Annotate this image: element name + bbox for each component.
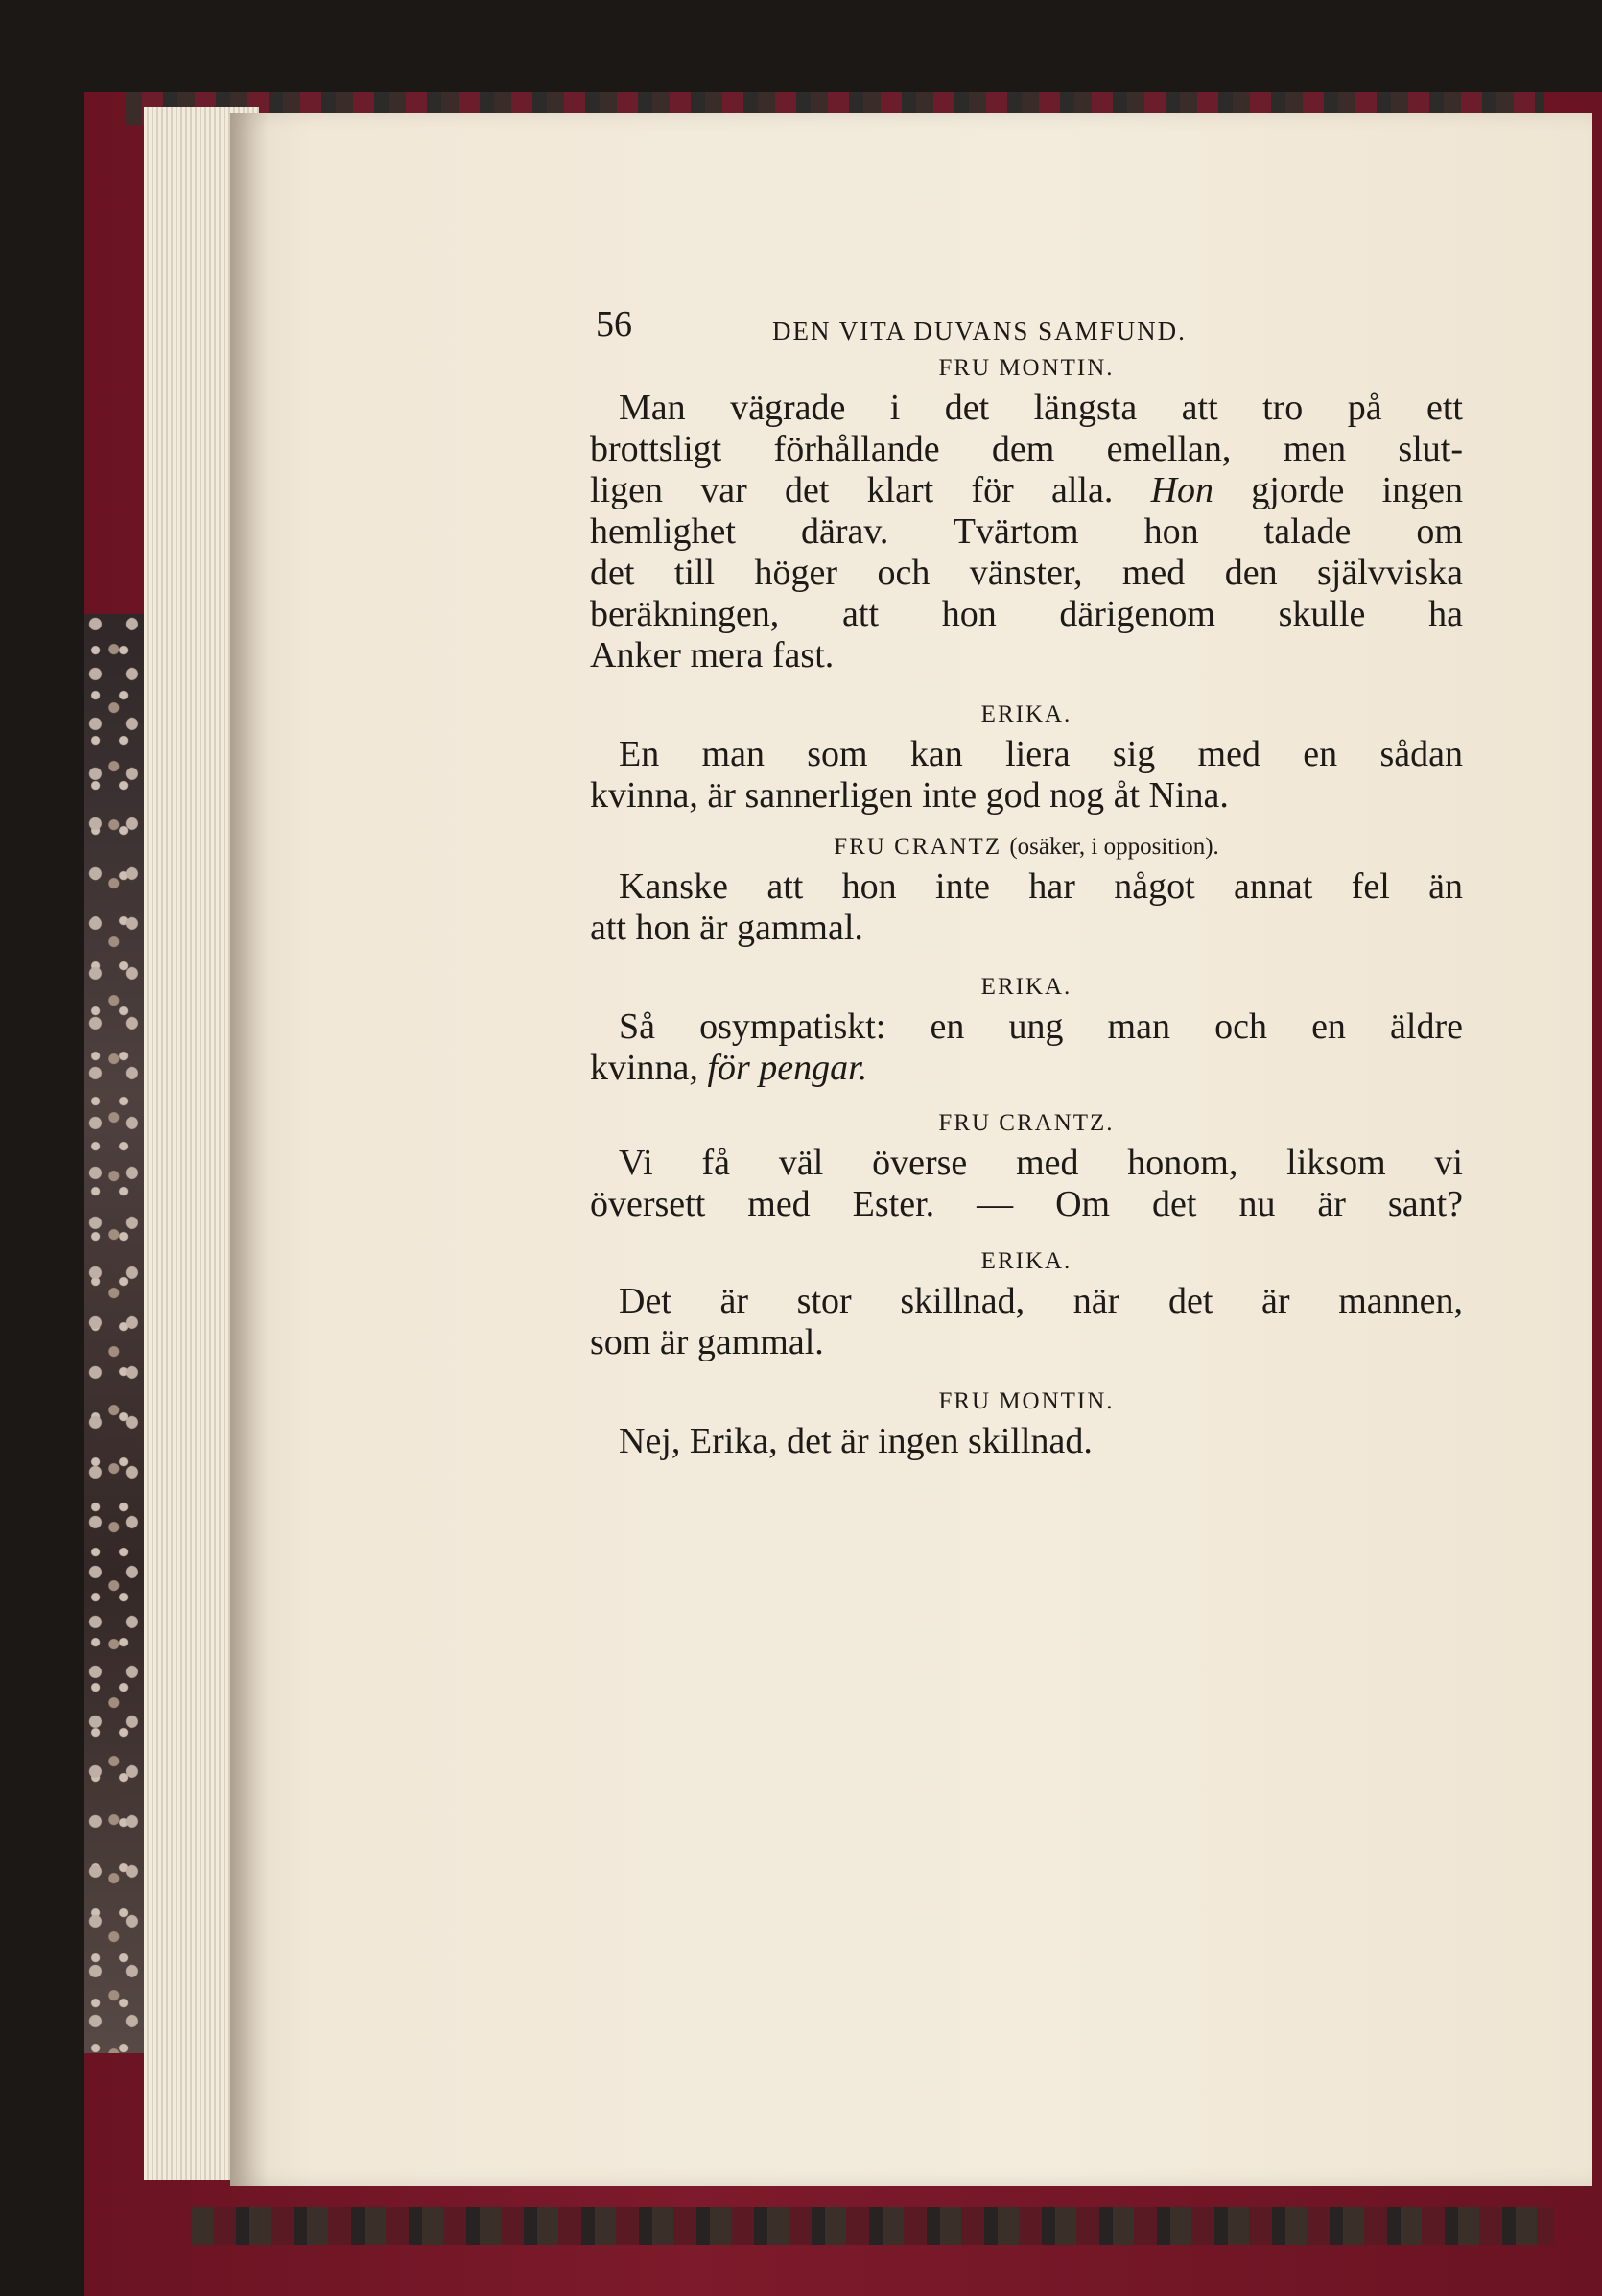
- speaker-label: ERIKA.: [980, 701, 1072, 727]
- speech-line: brottsligt förhållande dem emellan, men slut-: [590, 429, 1463, 469]
- speech-block: [590, 866, 1463, 949]
- page-number: 56: [596, 304, 632, 344]
- speech-fragment: gjorde ingen: [1251, 470, 1464, 510]
- speech-block: [590, 734, 1463, 817]
- speech-block: [590, 388, 1463, 676]
- bottom-binding-band: [192, 2207, 1554, 2245]
- speech-line: Anker mera fast.: [590, 635, 835, 675]
- running-title: DEN VITA DUVANS SAMFUND.: [772, 317, 1187, 345]
- speech-line: Så osympatiskt: en ung man och en äldre: [619, 1006, 1463, 1047]
- italic-phrase: för pengar.: [707, 1048, 868, 1088]
- speech-line: som är gammal.: [590, 1322, 824, 1362]
- speech-block: [590, 1281, 1463, 1363]
- speech-line: det till höger och vänster, med den självviska: [590, 553, 1463, 593]
- stage-direction: (osäker, i opposition).: [1009, 834, 1219, 860]
- speech-line: beräkningen, att hon därigenom skulle ha: [590, 594, 1463, 634]
- speaker-name: FRU CRANTZ: [834, 834, 1002, 860]
- speaker-label: ERIKA.: [980, 1248, 1072, 1274]
- speech-block: [590, 1421, 1463, 1462]
- speech-block: [590, 1006, 1463, 1089]
- speaker-label: FRU MONTIN.: [938, 1388, 1115, 1414]
- speech-line: översett med Ester. — Om det nu är sant?: [590, 1184, 1463, 1224]
- speech-line: att hon är gammal.: [590, 908, 863, 948]
- speech-line: [590, 1048, 1463, 1089]
- speaker-label: FRU MONTIN.: [938, 355, 1115, 381]
- speech-fragment: ligen var det klart för alla.: [590, 470, 1114, 510]
- speech-line: hemlighet därav. Tvärtom hon talade om: [590, 511, 1463, 552]
- speech-line: Nej, Erika, det är ingen skillnad.: [619, 1421, 1093, 1461]
- speech-line: Man vägrade i det längsta att tro på ett: [619, 388, 1463, 428]
- gutter-shadow: [230, 113, 269, 2186]
- running-head: [590, 288, 1463, 345]
- speech-line: Kanske att hon inte har något annat fel än: [619, 866, 1463, 907]
- speech-line: Det är stor skillnad, när det är mannen,: [619, 1281, 1463, 1321]
- text-block: [590, 288, 1463, 1462]
- speech-line: [590, 470, 1463, 511]
- speaker-label: [590, 834, 1463, 861]
- speech-fragment: kvinna,: [590, 1048, 698, 1088]
- speaker-label: ERIKA.: [980, 974, 1072, 1000]
- speaker-label: FRU CRANTZ.: [938, 1110, 1115, 1136]
- speech-block: [590, 1143, 1463, 1225]
- speech-line: kvinna, är sannerligen inte god nog åt Nina.: [590, 775, 1229, 816]
- speech-line: En man som kan liera sig med en sådan: [619, 734, 1463, 774]
- italic-word: Hon: [1150, 470, 1214, 510]
- speech-line: Vi få väl överse med honom, liksom vi: [619, 1143, 1463, 1183]
